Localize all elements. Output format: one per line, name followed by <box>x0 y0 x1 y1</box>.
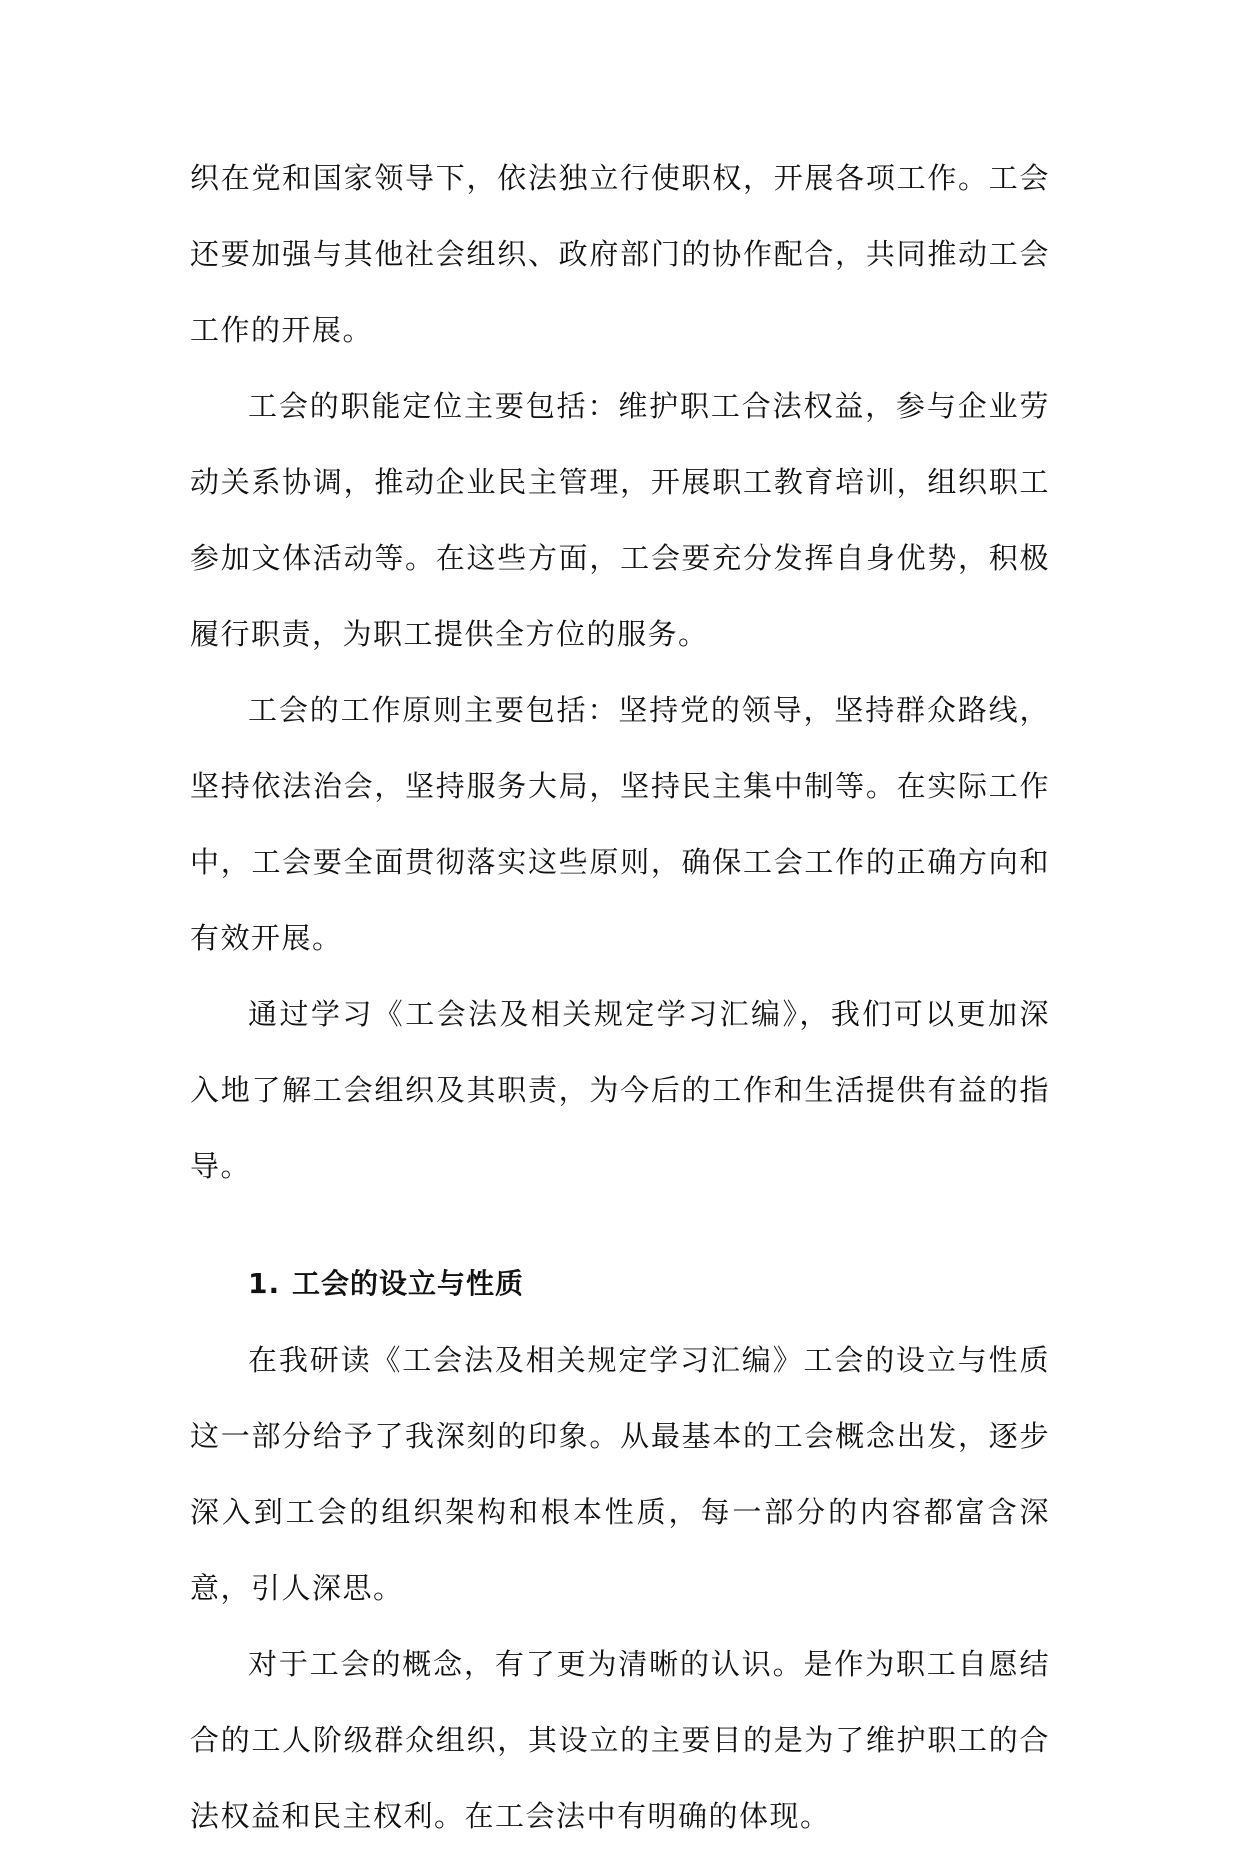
paragraph-continued: 织在党和国家领导下，依法独立行使职权，开展各项工作。工会还要加强与其他社会组织、政府部门的协作配合，共同推动工会工作的开展。 <box>190 161 1050 347</box>
paragraph-principles: 工会的工作原则主要包括：坚持党的领导，坚持群众路线，坚持依法治会，坚持服务大局，坚持民主集中制等。在实际工作中，工会要全面贯彻落实这些原则，确保工会工作的正确方向和有效开展。 <box>190 693 1050 955</box>
paragraph-concept: 对于工会的概念，有了更为清晰的认识。是作为职工自愿结合的工人阶级群众组织，其设立的主要目的是为了维护职工的合法权益和民主权利。在工会法中有明确的体现。 <box>190 1647 1050 1833</box>
section-number: 1. <box>248 1267 281 1300</box>
document-body <box>190 140 1050 1854</box>
section-heading <box>190 1246 1050 1322</box>
paragraph-functions: 工会的职能定位主要包括：维护职工合法权益，参与企业劳动关系协调，推动企业民主管理，开展职工教育培训，组织职工参加文体活动等。在这些方面，工会要充分发挥自身优势，积极履行职责，为职工提供全方位的服务。 <box>190 389 1050 651</box>
paragraph-establishment: 在我研读《工会法及相关规定学习汇编》工会的设立与性质这一部分给予了我深刻的印象。从最基本的工会概念出发，逐步深入到工会的组织架构和根本性质，每一部分的内容都富含深意，引人深思。 <box>190 1343 1050 1605</box>
paragraph-summary: 通过学习《工会法及相关规定学习汇编》，我们可以更加深入地了解工会组织及其职责，为今后的工作和生活提供有益的指导。 <box>190 997 1050 1183</box>
section-title: 工会的设立与性质 <box>292 1267 525 1300</box>
